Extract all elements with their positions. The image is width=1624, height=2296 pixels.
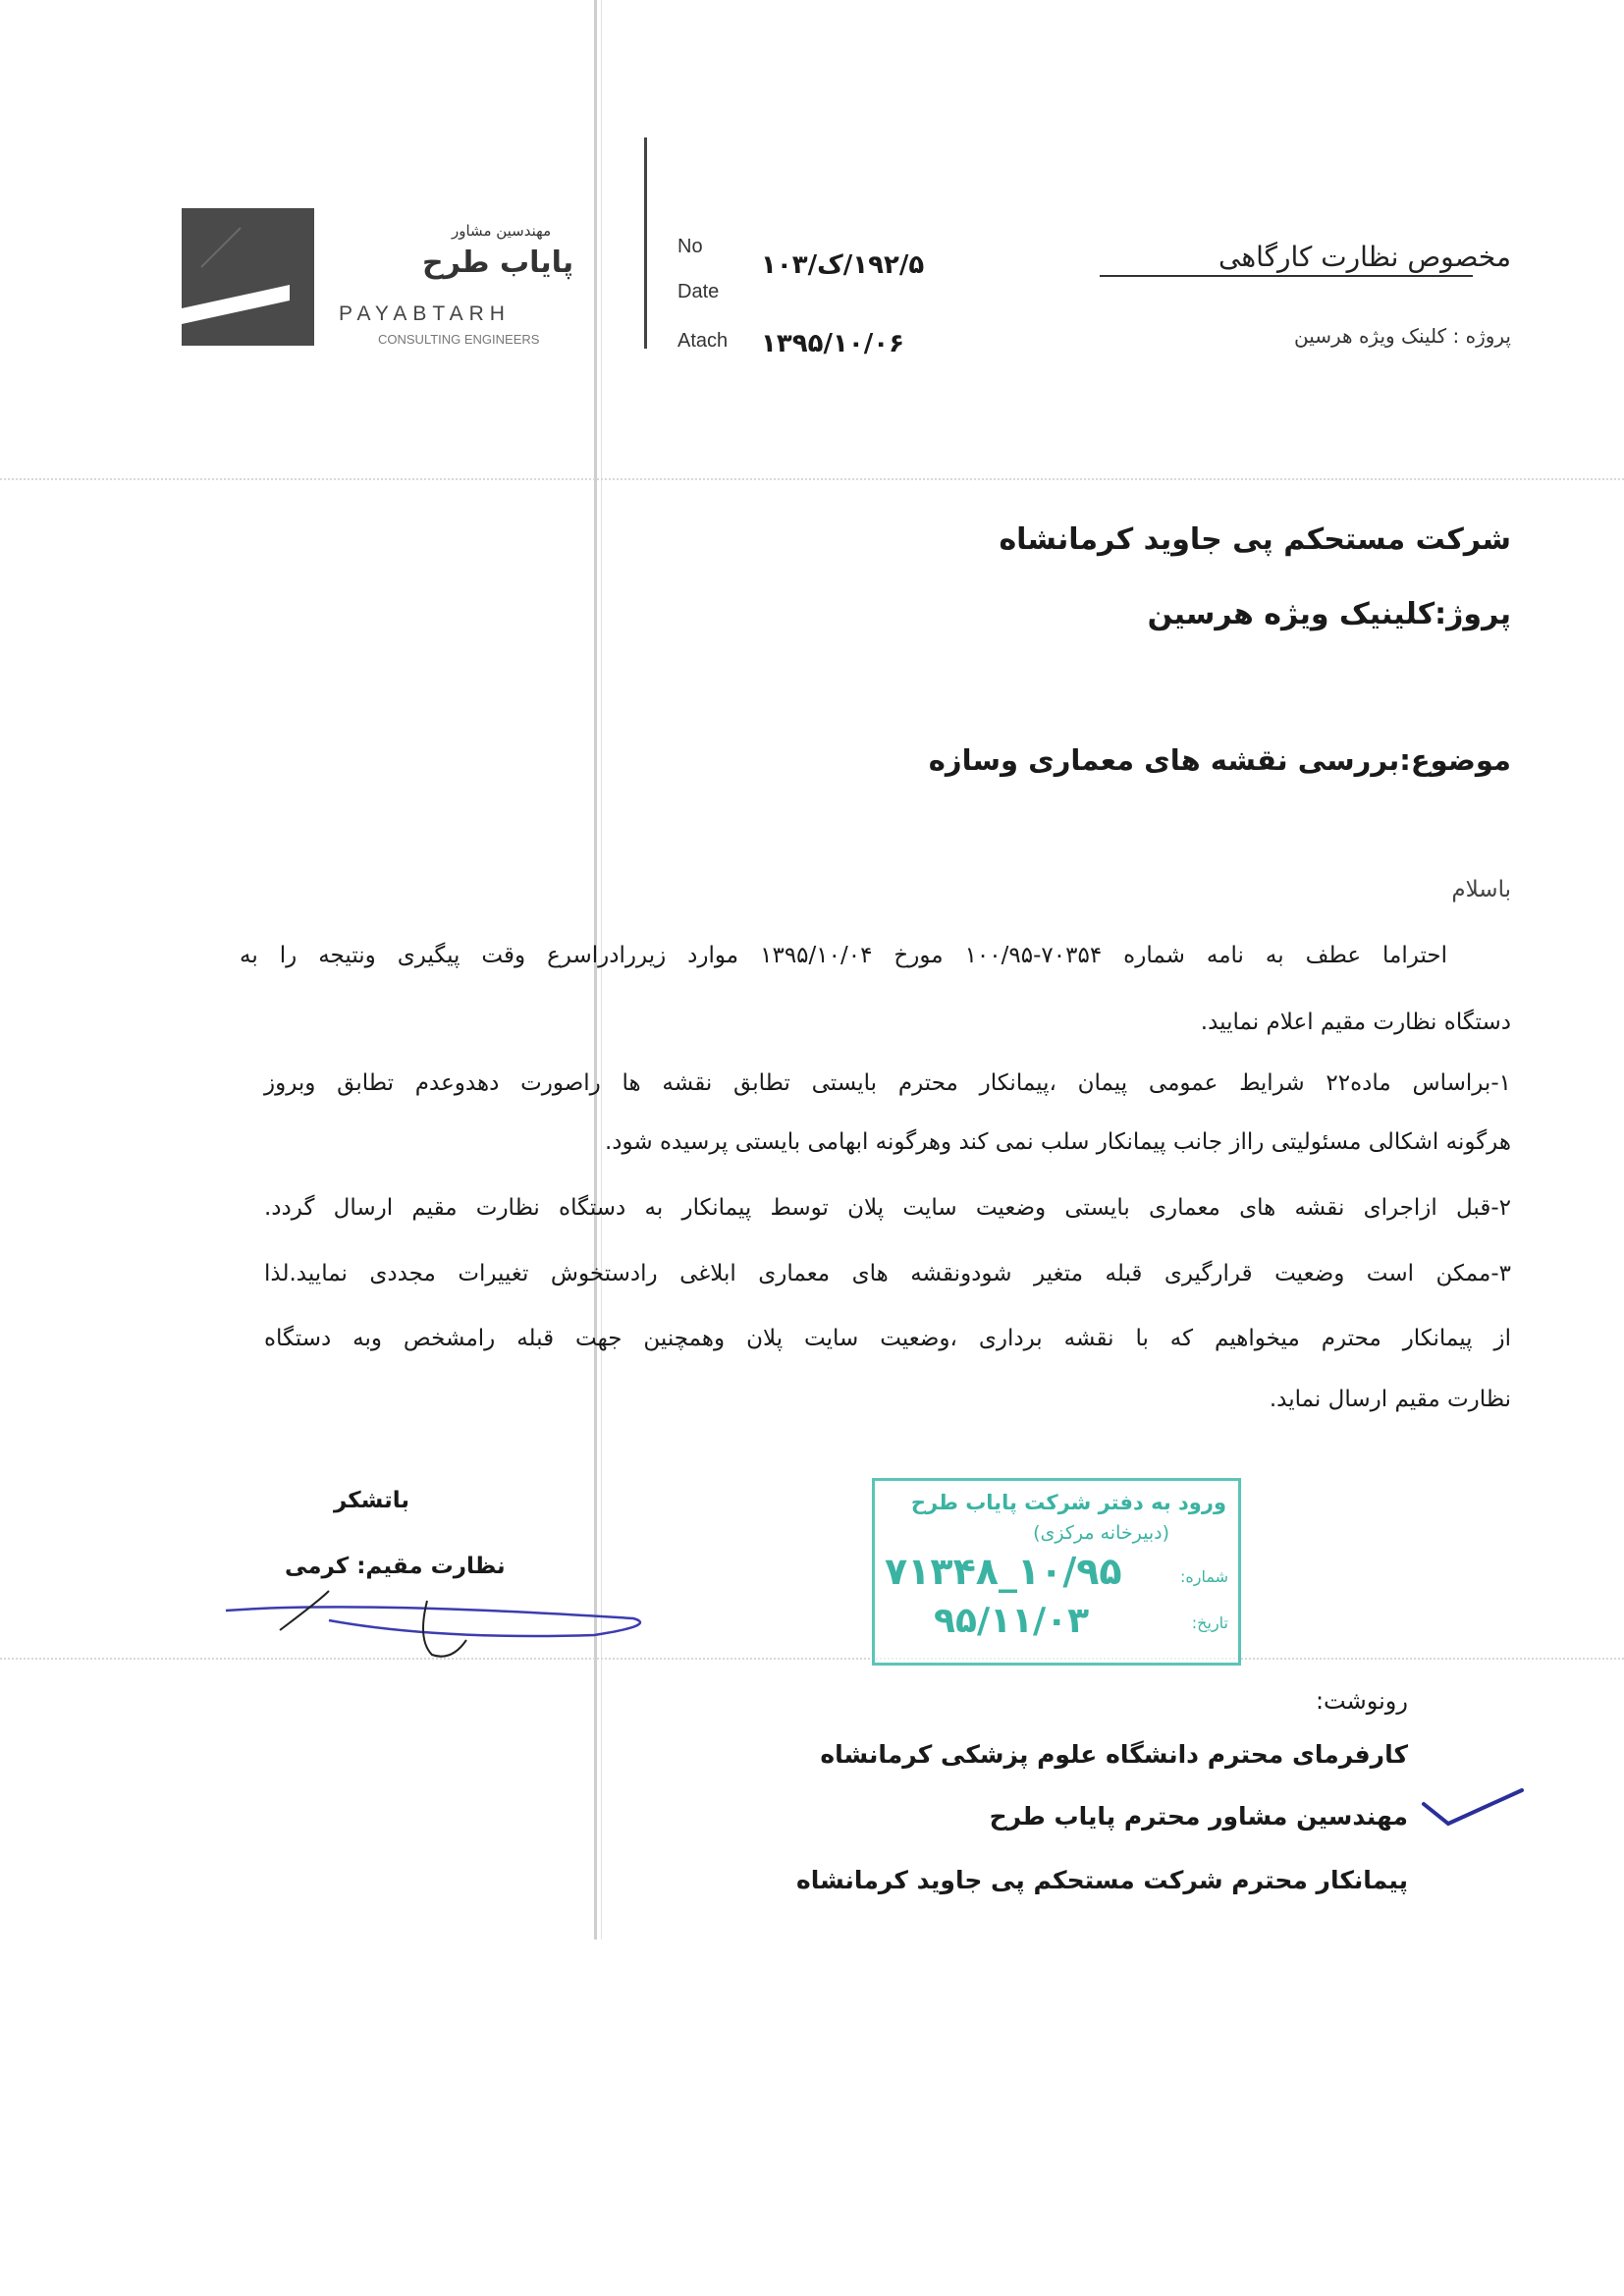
logo-latin-sub: CONSULTING ENGINEERS [378,332,540,347]
confidential-underline [1100,275,1473,277]
confidential-label: مخصوص نظارت کارگاهی [1218,241,1511,273]
project-line: پروژه : کلینک ویژه هرسین [1293,324,1511,348]
stamp-line2: (دبیرخانه مرکزی) [1033,1522,1169,1544]
closing-signer: نظارت مقیم: کرمی [285,1554,506,1579]
checkmark-icon [1419,1782,1527,1831]
date-label: Date [677,281,720,302]
handwritten-signature [221,1581,653,1669]
body-p2-line2: هرگونه اشکالی مسئولیتی رااز جانب پیمانکار سلب نمی کند وهرگونه ابهامی بایستی پرسیده شود. [604,1129,1511,1155]
cc-item-1: کارفرمای محترم دانشگاه علوم پزشکی کرمانشاه [820,1740,1408,1769]
subject-line: موضوع:بررسی نقشه های معماری وسازه [928,743,1511,777]
body-p3-line1: ۲-قبل ازاجرای نقشه های معماری بایستی وضعیت سایت پلان توسط پیمانکار به دستگاه نظارت مقیم ارسال گردد. [264,1195,1511,1221]
body-p2-line1: ۱-براساس ماده۲۲ شرایط عمومی پیمان ،پیمانکار محترم بایستی تطابق نقشه ها راصورت دهدوعدم تطابق وبروز [264,1070,1511,1096]
stamp-date-label: تاریخ: [1191,1613,1228,1632]
cc-title: رونوشت: [1315,1687,1408,1715]
body-p1-line1: احتراما عطف به نامه شماره ۷۰۳۵۴-۱۰۰/۹۵ مورخ ۱۳۹۵/۱۰/۰۴ موارد زیررادراسرع وقت پیگیری ونتیجه را به [240,943,1447,968]
attach-label: Atach [677,330,729,352]
body-p4-line1: ۳-ممکن است وضعیت قرارگیری قبله متغیر شودونقشه های معماری ابلاغی رادستخوش تغییرات مجددی نمایید.لذا [264,1261,1511,1286]
salutation: باسلام [1451,877,1511,902]
body-p1-line2: دستگاه نظارت مقیم اعلام نمایید. [1200,1010,1511,1035]
stamp-number-value: ۱۰/۹۵_۷۱۳۴۸ [885,1550,1122,1593]
body-p4-line3: نظارت مقیم ارسال نماید. [1269,1387,1511,1412]
letter-number: ۱۹۲/۵/ک/۱۰۳ [761,250,925,280]
scan-dotted-rule-top [0,478,1624,480]
body-p4-line2: از پیمانکار محترم میخواهیم که با نقشه برداری ،وضعیت سایت پلان وهمچنین جهت قبله رامشخص وبه دستگاه [264,1326,1511,1351]
logo-persian-name: پایاب طرح [422,246,574,280]
header-divider [644,137,647,349]
recipient-company: شرکت مستحکم پی جاوید کرمانشاه [999,522,1511,557]
closing-thanks: باتشکر [334,1488,409,1513]
logo-latin-name: PAYABTARH [339,302,511,325]
company-logo-mark [182,208,314,346]
logo-swoosh-icon [182,208,314,346]
cc-item-2: مهندسین مشاور محترم پایاب طرح [989,1802,1408,1831]
received-stamp [872,1478,1241,1666]
letter-date: ۱۳۹۵/۱۰/۰۶ [761,329,904,358]
logo-persian-small: مهندسین مشاور [452,222,552,240]
no-label: No [677,236,703,257]
stamp-number-label: شماره: [1179,1567,1228,1586]
stamp-line1: ورود به دفتر شرکت پایاب طرح [910,1491,1226,1514]
stamp-date-value: ۹۵/۱۱/۰۳ [934,1601,1090,1641]
cc-item-3: پیمانکار محترم شرکت مستحکم پی جاوید کرمانشاه [795,1866,1408,1894]
recipient-project: پروژ:کلینیک ویژه هرسین [1147,597,1511,631]
